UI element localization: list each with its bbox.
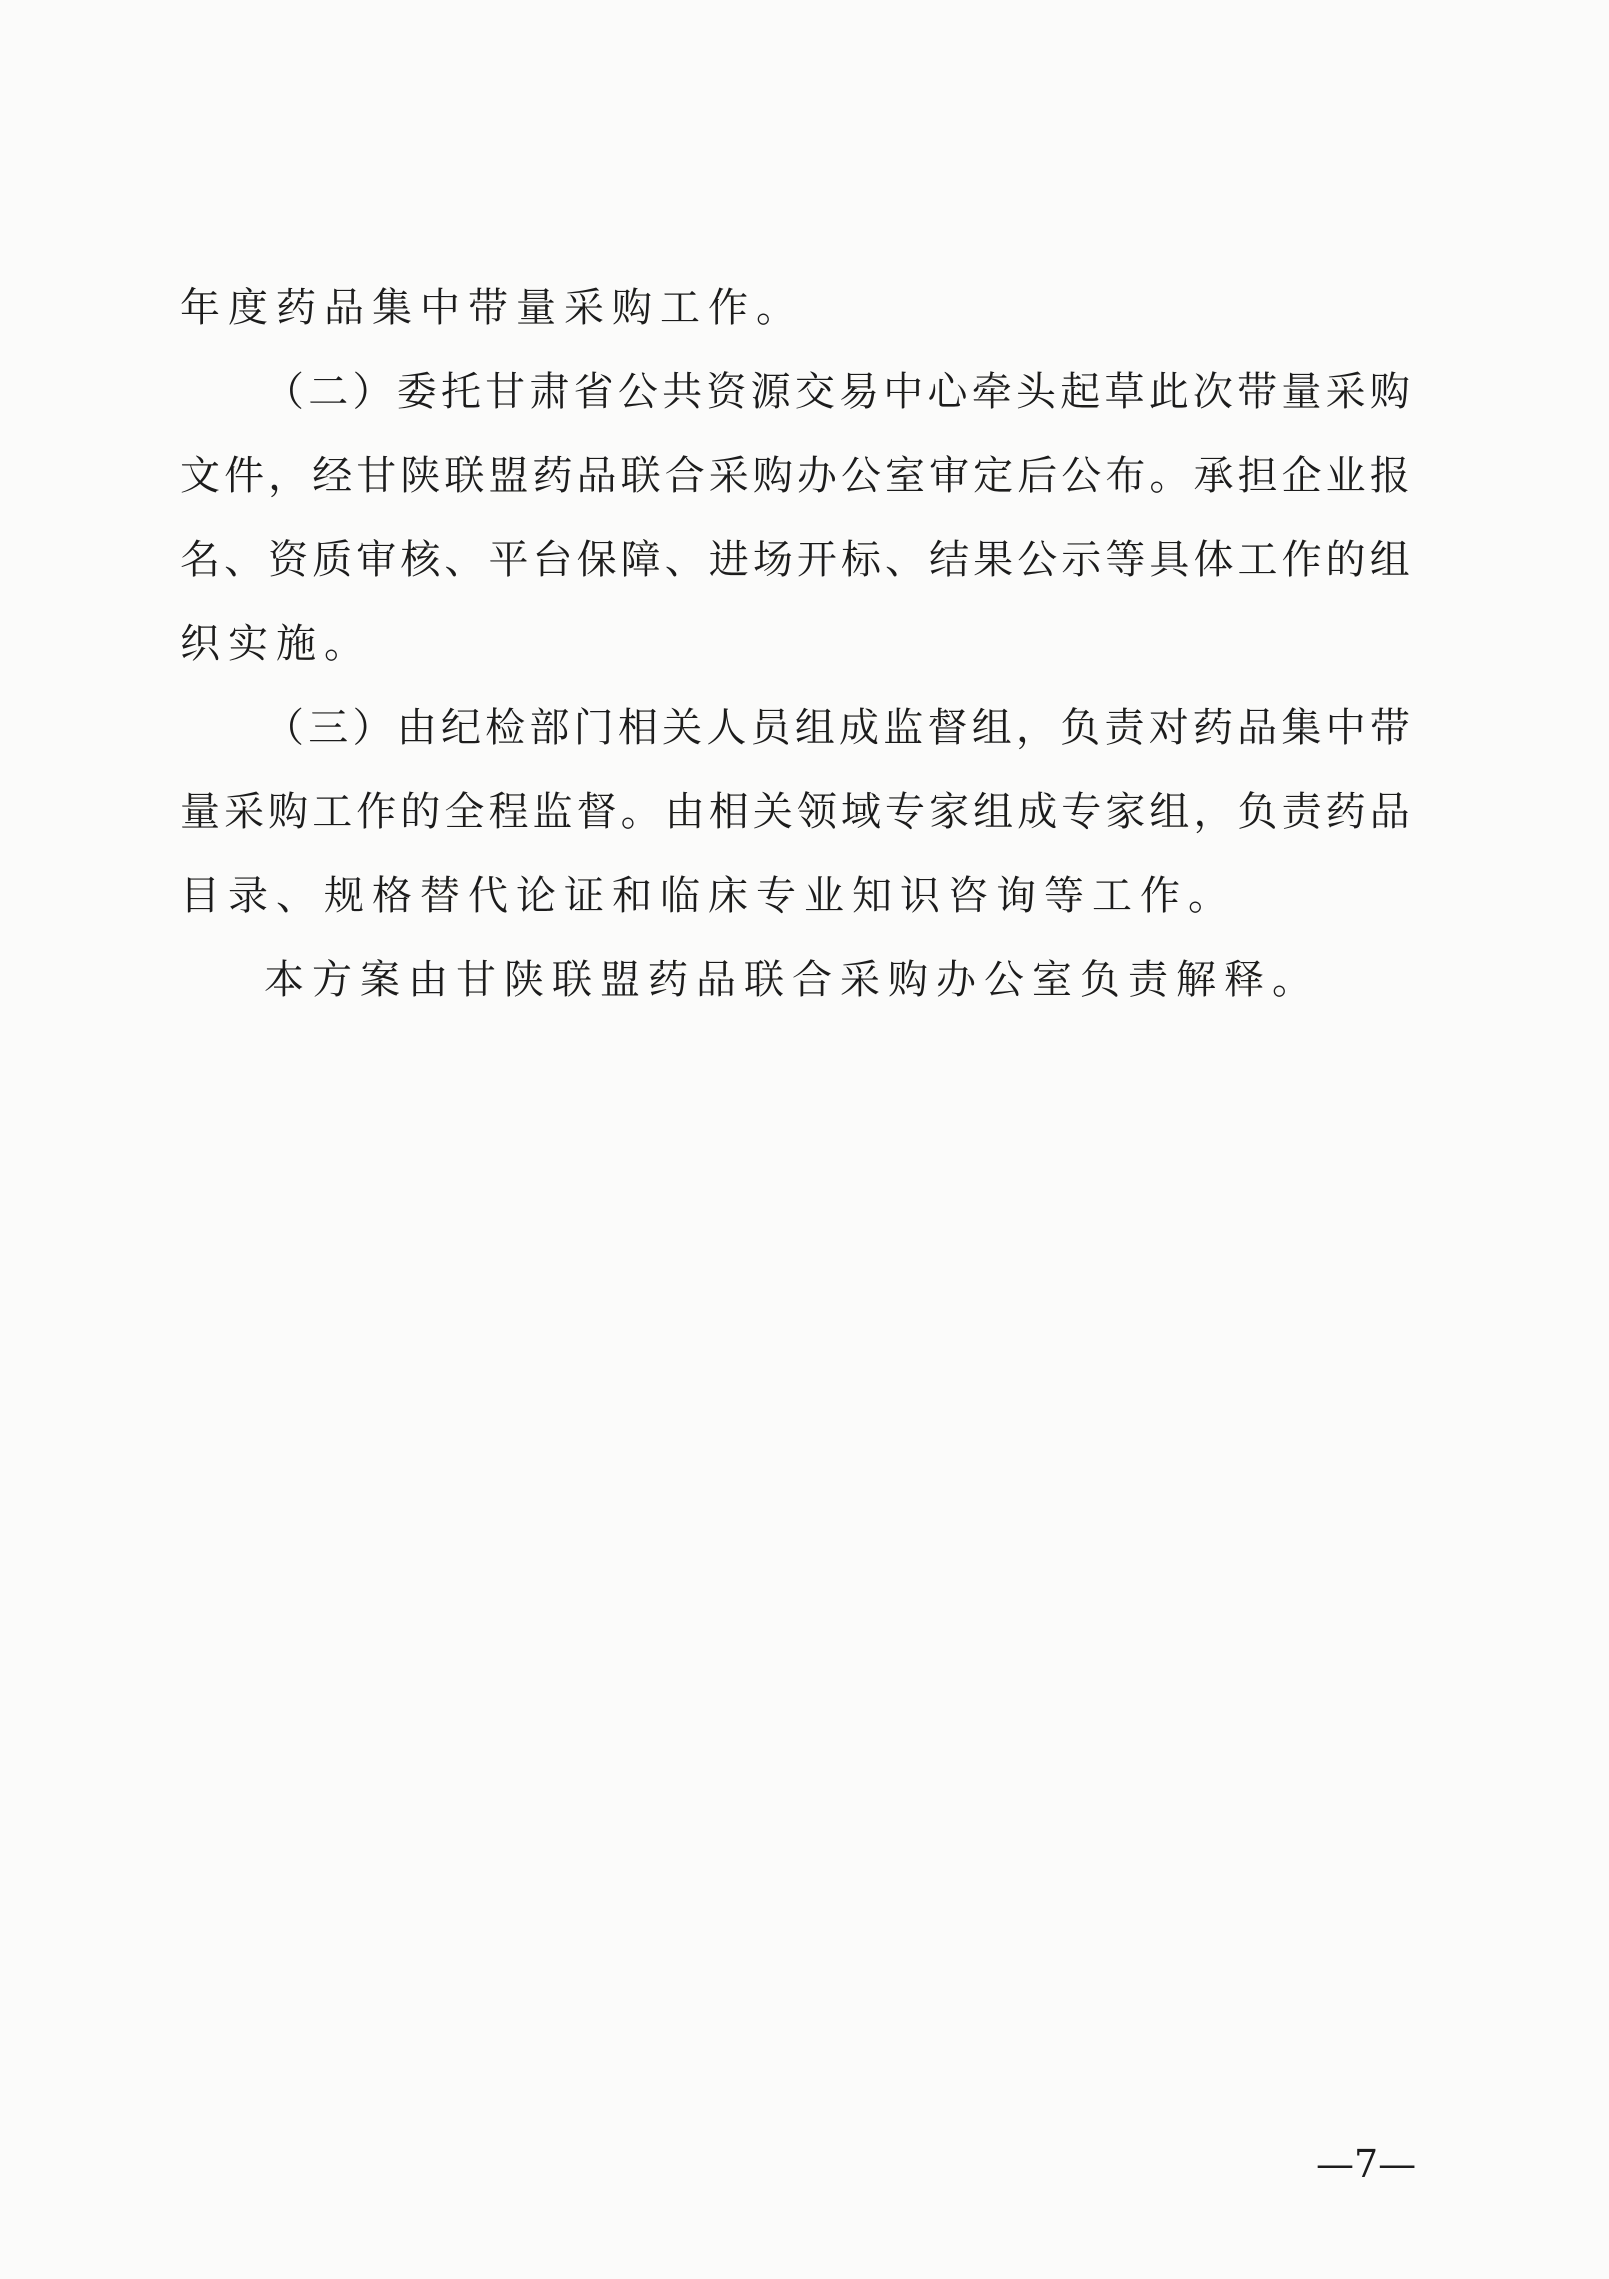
text-char: 对 [1148,705,1189,751]
text-char: 公 [840,453,881,499]
text-char: 名 [180,537,220,583]
text-char: 二 [308,369,349,415]
text-char: 、 [224,537,265,583]
text-char: 肃 [529,369,570,415]
text-char: 带 [1369,705,1410,751]
text-char: 此 [1148,369,1189,415]
text-char: 由 [396,705,437,751]
text-char: 平 [488,537,529,583]
paragraph-line: 年度药品集中带量采购工作。 [180,285,804,331]
text-char: 障 [620,537,661,583]
text-char: ） [352,369,393,415]
text-char: 监 [883,705,924,751]
text-char: 中 [883,369,924,415]
text-char: 门 [573,705,614,751]
text-char: 带 [1237,369,1278,415]
text-char: 域 [840,789,881,835]
text-char: 后 [1017,453,1058,499]
text-char: 品 [1237,705,1278,751]
text-char: 中 [1325,705,1366,751]
text-char: 工 [312,789,353,835]
text-char: 药 [1325,789,1366,835]
text-char: 作 [1281,537,1322,583]
text-char: 采 [708,453,749,499]
text-char: 员 [750,705,791,751]
text-char: 程 [488,789,529,835]
text-char: 办 [796,453,837,499]
text-char: 督 [576,789,617,835]
text-char: 甘 [485,369,526,415]
text-char: 责 [1104,705,1145,751]
text-char: 采 [224,789,265,835]
paragraph-line [180,787,1410,837]
text-char: 家 [1105,789,1146,835]
text-char: 进 [708,537,749,583]
text-char: 、 [885,537,925,583]
text-char: 、 [664,537,705,583]
text-char: 示 [1061,537,1102,583]
text-char: 人 [706,705,747,751]
text-char: 业 [1325,453,1366,499]
text-char: 的 [400,789,441,835]
text-char: （ [264,369,304,415]
text-char: 关 [752,789,793,835]
text-char: 台 [532,537,573,583]
text-char: 陕 [400,453,441,499]
text-char: 关 [662,705,703,751]
text-char: 公 [617,369,658,415]
text-char: 甘 [356,453,397,499]
text-char: 量 [1281,369,1322,415]
text-char: 交 [794,369,835,415]
text-char: 件 [224,453,265,499]
text-char: ， [268,453,309,499]
text-char: 次 [1192,369,1233,415]
text-char: 担 [1237,453,1278,499]
text-char: 草 [1104,369,1145,415]
text-char: 联 [444,453,485,499]
text-char: 核 [400,537,441,583]
text-char: 审 [929,453,970,499]
text-char: 承 [1193,453,1234,499]
text-char: 的 [1325,537,1366,583]
text-char: 由 [664,789,705,835]
text-char: 公 [1061,453,1102,499]
text-char: 成 [1017,789,1058,835]
text-char: 标 [840,537,881,583]
text-char: 牵 [971,369,1012,415]
text-char: 组 [971,705,1012,751]
text-char: 负 [1060,705,1101,751]
text-char: 三 [308,705,349,751]
text-char: （ [264,705,304,751]
text-char: 负 [1237,789,1278,835]
text-char: 经 [312,453,353,499]
text-char: 布 [1105,453,1146,499]
text-char: 果 [973,537,1014,583]
text-char: 室 [885,453,925,499]
text-char: 。 [1149,453,1190,499]
text-char: 审 [356,537,397,583]
paragraph-line [180,451,1410,501]
text-char: 专 [885,789,925,835]
text-char: 质 [312,537,353,583]
text-char: 保 [576,537,617,583]
text-char: ， [1015,705,1056,751]
text-char: 品 [576,453,617,499]
text-char: 企 [1281,453,1322,499]
text-char: 督 [927,705,968,751]
text-char: 合 [664,453,705,499]
text-char: 盟 [488,453,529,499]
text-char: 组 [973,789,1014,835]
text-char: 部 [529,705,570,751]
text-char: 资 [268,537,309,583]
paragraph-line: 本方案由甘陕联盟药品联合采购办公室负责解释。 [264,957,1320,1003]
text-char: 、 [444,537,485,583]
text-char: 责 [1281,789,1322,835]
text-char: 相 [617,705,658,751]
text-char: 定 [973,453,1014,499]
text-char: 纪 [440,705,481,751]
text-char: 监 [532,789,573,835]
text-char: 具 [1149,537,1190,583]
text-char: 委 [396,369,437,415]
text-char: 专 [1061,789,1102,835]
paragraph-line [264,703,1410,753]
text-char: ， [1193,789,1234,835]
text-char: 品 [1369,789,1410,835]
text-char: ） [352,705,393,751]
text-char: 购 [1369,369,1410,415]
text-char: 起 [1060,369,1101,415]
paragraph-line: 目录、规格替代论证和临床专业知识咨询等工作。 [180,873,1236,919]
text-char: 药 [1192,705,1233,751]
text-char: 检 [485,705,526,751]
text-char: 购 [752,453,793,499]
text-char: 采 [1325,369,1366,415]
text-char: 联 [620,453,661,499]
text-char: 结 [929,537,970,583]
text-char: 组 [794,705,835,751]
text-char: 心 [927,369,968,415]
page-number: —7— [1316,2142,1417,2186]
text-char: 共 [662,369,703,415]
text-char: 组 [1369,537,1410,583]
text-char: 集 [1281,705,1322,751]
text-char: 报 [1369,453,1410,499]
text-char: 体 [1193,537,1234,583]
text-char: 相 [708,789,749,835]
text-char: 家 [929,789,970,835]
text-char: 领 [796,789,837,835]
text-char: 托 [440,369,481,415]
paragraph-line [180,535,1410,585]
text-char: 文 [180,453,220,499]
text-char: 公 [1017,537,1058,583]
paragraph-line [264,367,1410,417]
text-char: 资 [706,369,747,415]
text-char: 作 [356,789,397,835]
text-char: 工 [1237,537,1278,583]
text-char: 成 [839,705,880,751]
text-char: 购 [268,789,309,835]
text-char: 药 [532,453,573,499]
text-char: 场 [752,537,793,583]
text-char: 源 [750,369,791,415]
text-char: 开 [796,537,837,583]
text-char: 全 [444,789,485,835]
text-char: 组 [1149,789,1190,835]
paragraph-line: 织实施。 [180,621,372,667]
text-char: 头 [1015,369,1056,415]
text-char: 等 [1105,537,1146,583]
text-char: 易 [839,369,880,415]
text-char: 。 [620,789,661,835]
text-char: 量 [180,789,220,835]
text-char: 省 [573,369,614,415]
